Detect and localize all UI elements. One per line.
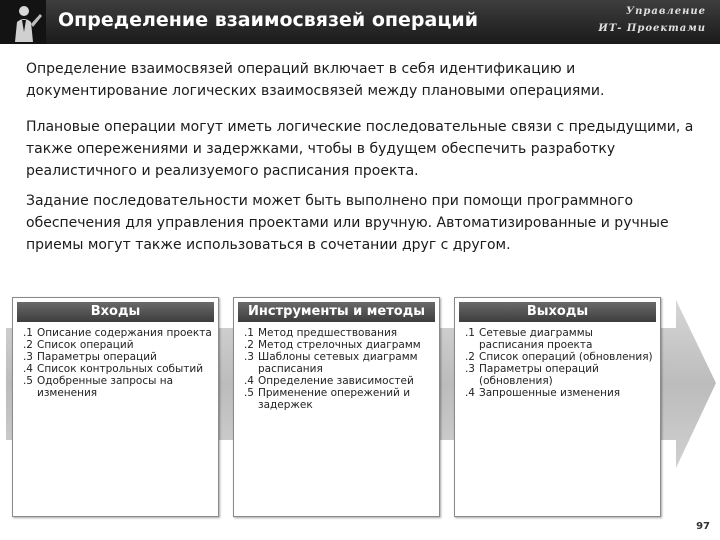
list-item: .1 Метод предшествования (243, 327, 398, 339)
list-item: .1 Сетевые диаграммы расписания проекта (464, 327, 593, 351)
page-number: 97 (696, 521, 710, 532)
tools-list (240, 327, 435, 411)
tools-panel (233, 297, 440, 517)
list-item: .4 Список контрольных событий (22, 363, 204, 375)
list-item: .2 Список операций (22, 339, 134, 351)
list-item: .4 Запрошенные изменения (464, 387, 621, 399)
tools-panel-title: Инструменты и методы (238, 302, 435, 322)
outputs-panel (454, 297, 661, 517)
slide-header (0, 0, 720, 44)
list-item: .3 Параметры операций (22, 351, 157, 363)
list-item: .3 Шаблоны сетевых диаграмм расписания (243, 351, 418, 375)
relations-paragraph: Плановые операции могут иметь логические последовательные связи с предыдущими, а также опережениями и задержками, чтобы в будущем обеспечить разработку реалистичного и реализуемого расписания проекта. (26, 119, 694, 179)
sequencing-paragraph: Задание последовательности может быть выполнено при помощи программного обеспечения для управления проектами или вручную. Автоматизированные и ручные приемы могут также использоваться в сочетании друг с другом. (26, 193, 669, 253)
outputs-panel-title: Выходы (459, 302, 656, 322)
course-label (588, 3, 706, 37)
intro-paragraph: Определение взаимосвязей операций включает в себя идентификацию и документирование логических взаимосвязей между плановыми операциями. (26, 61, 605, 99)
list-item: .3 Параметры операций (обновления) (464, 363, 599, 387)
list-item: .4 Определение зависимостей (243, 375, 414, 387)
list-item: .5 Применение опережений и задержек (243, 387, 411, 411)
outputs-list (461, 327, 656, 399)
list-item: .1 Описание содержания проекта (22, 327, 212, 339)
presenter-logo-icon (0, 0, 46, 44)
list-item: .2 Метод стрелочных диаграмм (243, 339, 421, 351)
inputs-list (19, 327, 214, 399)
page-title: Определение взаимосвязей операций (58, 9, 479, 31)
course-label-line2: ИТ- Проектами (598, 23, 706, 34)
inputs-panel (12, 297, 219, 517)
list-item: .5 Одобренные запросы на изменения (22, 375, 174, 399)
list-item: .2 Список операций (обновления) (464, 351, 653, 363)
inputs-panel-title: Входы (17, 302, 214, 322)
course-label-line1: Управление (625, 6, 706, 17)
